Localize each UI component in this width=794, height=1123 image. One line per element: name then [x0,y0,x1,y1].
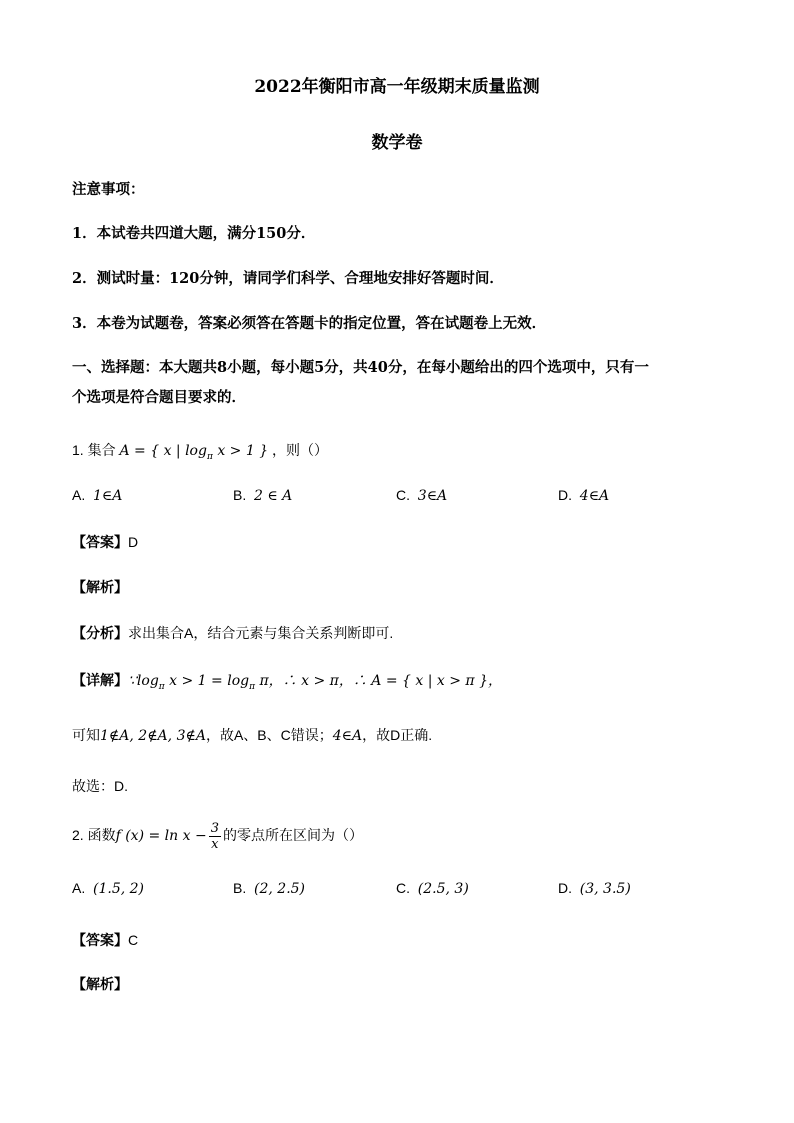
q1-choice: 故选：D. [72,778,128,794]
q2-option-a[interactable]: A. (1.5, 2) [72,880,145,897]
question-2: 2. 函数f (x) = ln x − $\frac{3}{x}$ 的零点所在区间为（） [72,821,363,852]
note-item-3: 3．本卷为试题卷，答案必须答在答题卡的指定位置，答在试题卷上无效． [72,315,547,332]
q1-detail: 【详解】$\because\log_\pi$ $x > 1 = \log_\pi \pi$，∴ x > π，∴ A = { x | x > π }， [72,672,502,692]
q1-fenxi: 【分析】求出集合A，结合元素与集合关系判断即可. [72,625,394,641]
question-1-suffix: ，则（） [272,442,329,458]
q2-option-b[interactable]: B. (2, 2.5) [233,880,306,897]
question-1-prefix: 1. 集合 [72,442,116,458]
section-heading-line2: 个选项是符合题目要求的． [72,389,246,406]
q1-conclusion: 可知1∉A, 2∉A, 3∉A，故A、B、C错误；4∈A，故D正确. [72,727,433,744]
q2-answer: 【答案】C [72,932,139,948]
page-title: 2022年衡阳市高一年级期末质量监测 [254,77,540,97]
q1-answer: 【答案】D [72,534,139,550]
question-1-set: A = { x | $\log_\pi x > 1$ } [119,443,269,462]
page-subtitle: 数学卷 [371,133,423,153]
q1-option-c[interactable]: C. 3∈A [396,487,448,504]
note-item-1: 1．本试卷共四道大题，满分150分． [72,225,316,242]
section-heading-line1: 一、选择题：本大题共8小题，每小题5分，共40分，在每小题给出的四个选项中，只有一 [72,359,649,376]
question-1 [72,440,328,462]
notes-heading: 注意事项： [72,181,145,198]
q2-fraction: $\frac{3}{x}$ [210,821,219,852]
q1-option-a[interactable]: A. 1∈A [72,487,123,504]
q2-option-d[interactable]: D. (3, 3.5) [558,880,631,897]
q1-option-b[interactable]: B. 2 ∈ A [233,487,293,504]
q2-option-c[interactable]: C. (2.5, 3) [396,880,469,897]
q1-option-d[interactable]: D. 4∈A [558,487,610,504]
note-item-2: 2．测试时量：120分钟，请同学们科学、合理地安排好答题时间． [72,270,504,287]
q2-analysis-tag: 【解析】 [72,976,128,992]
q1-analysis-tag: 【解析】 [72,579,128,595]
